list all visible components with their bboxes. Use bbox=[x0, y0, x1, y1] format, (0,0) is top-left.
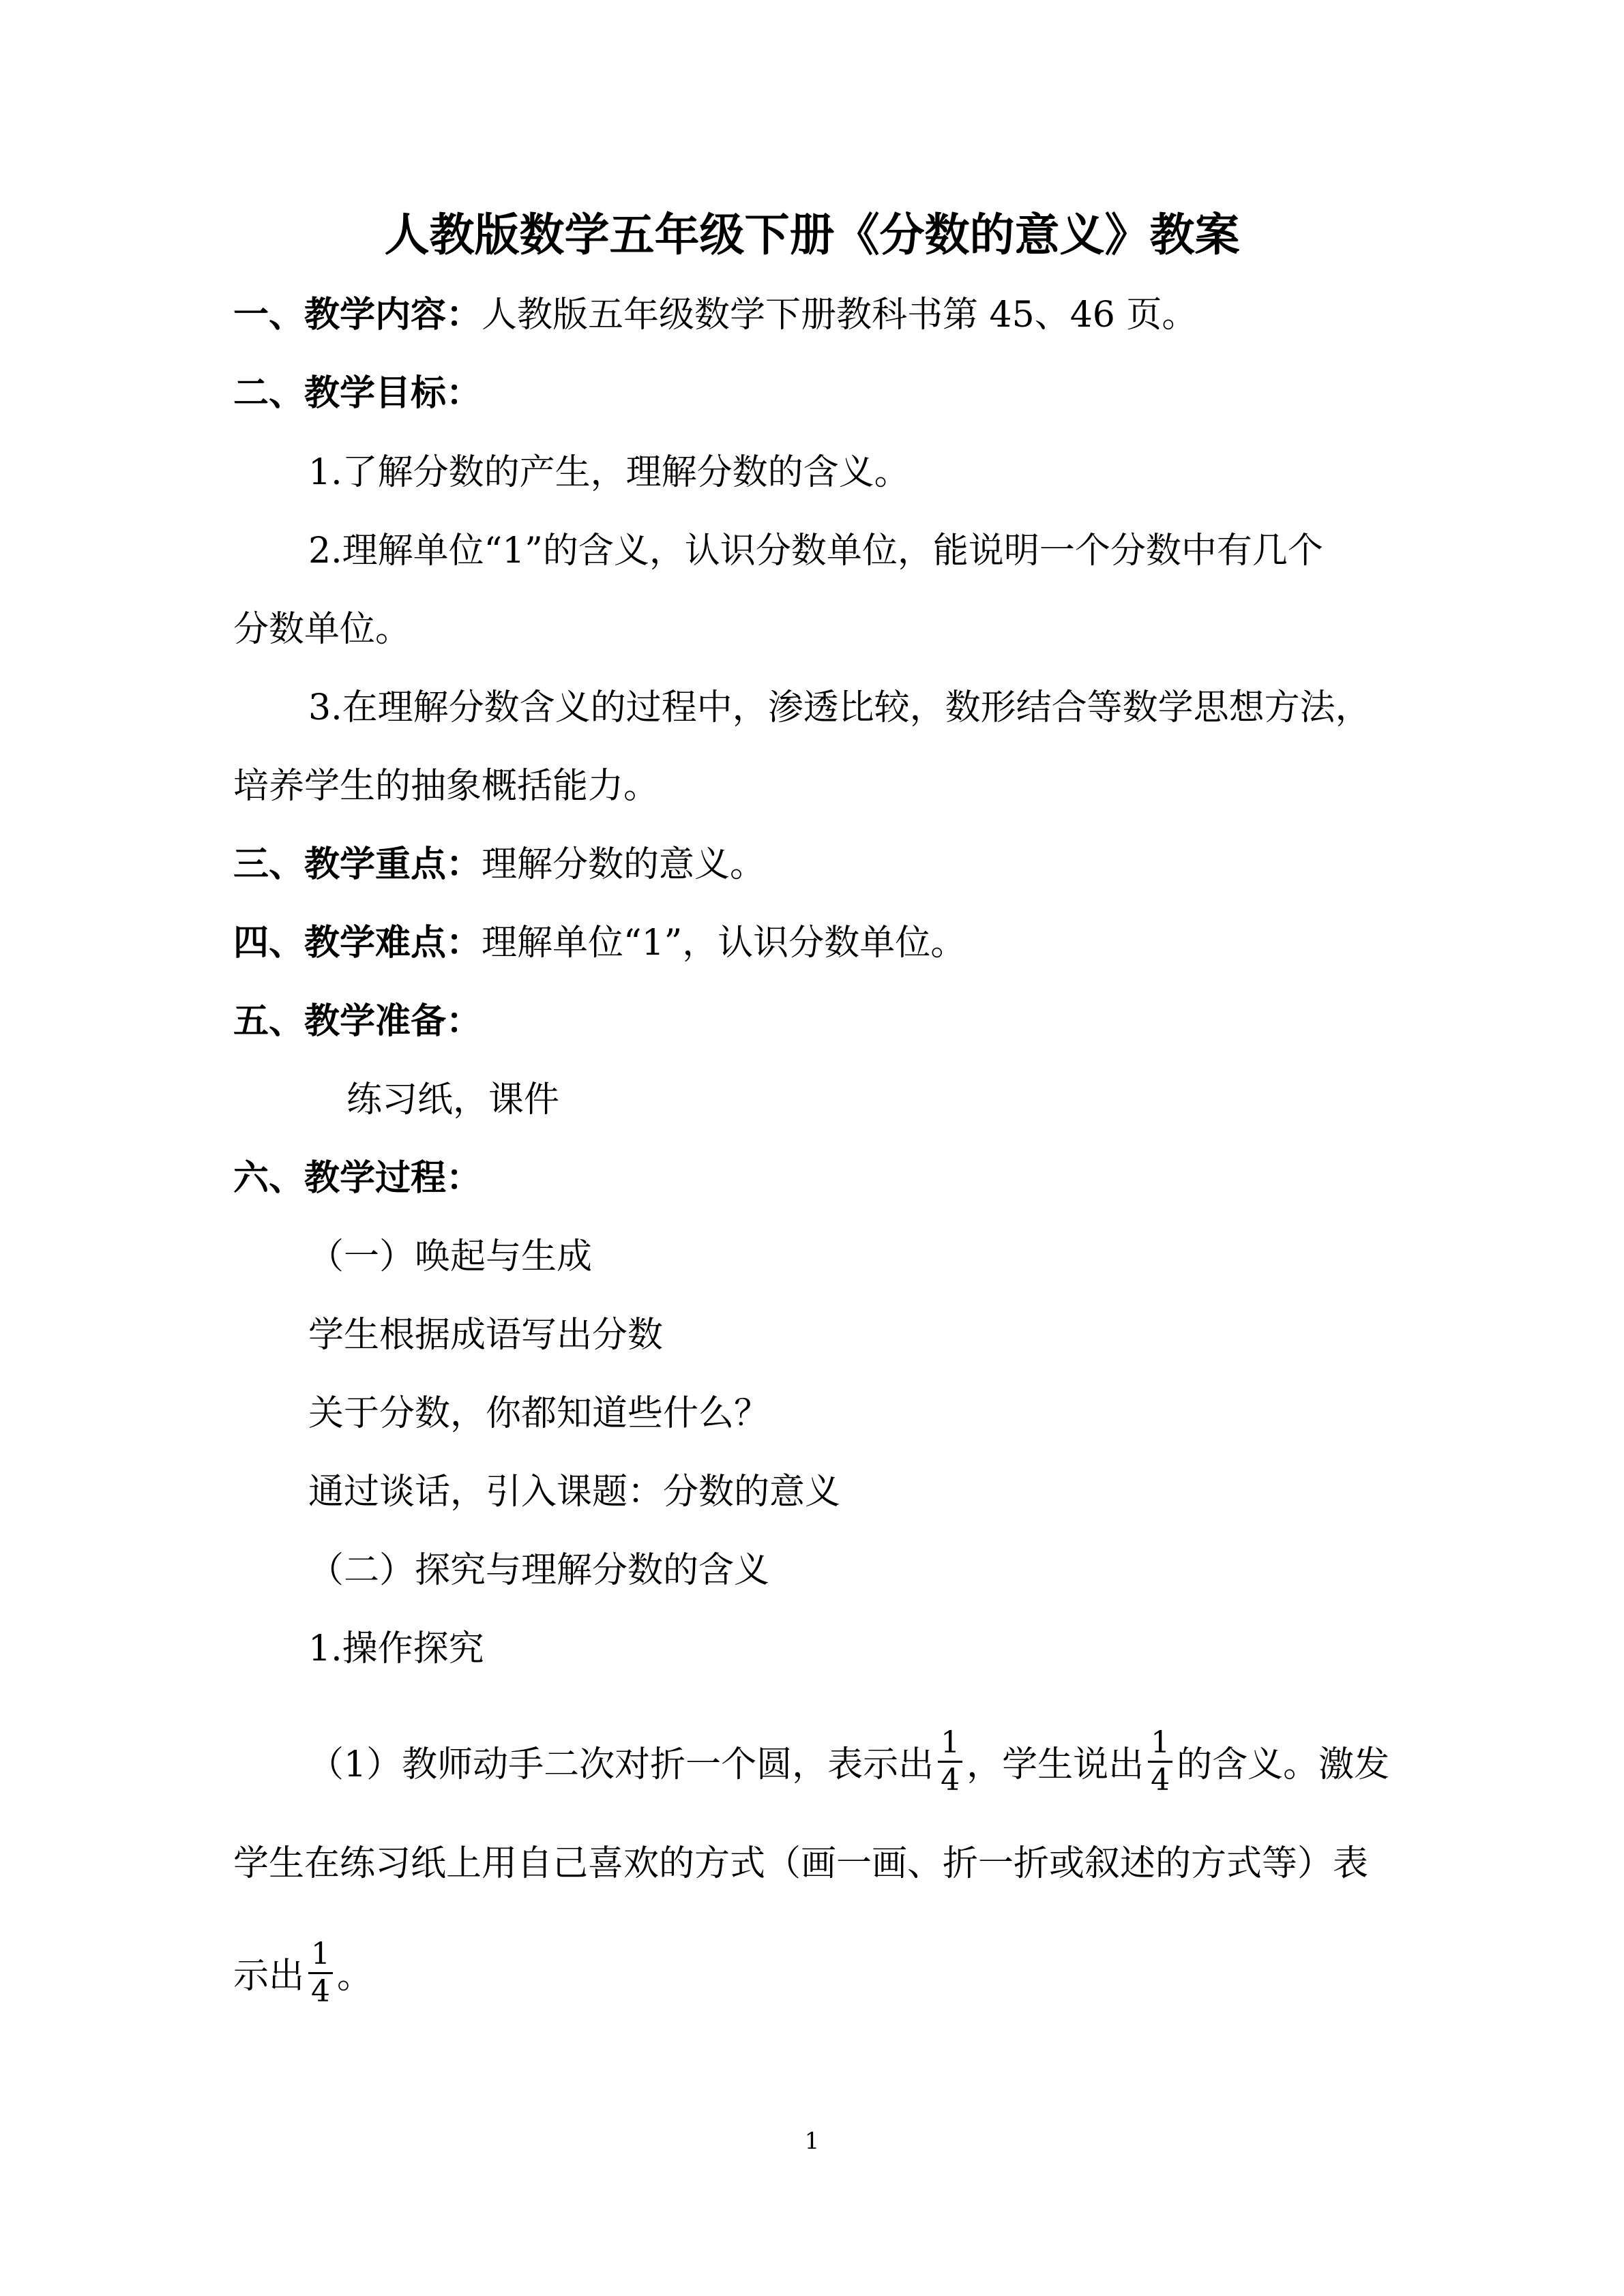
difficulty-line bbox=[233, 916, 966, 970]
step-1-line-3: 示出 $\frac{1}{4}$ 。 bbox=[233, 1937, 373, 2009]
part-1-item-3: 通过谈话，引入课题：分数的意义 bbox=[308, 1472, 841, 1512]
difficulty-text: 理解单位“1”，认识分数单位。 bbox=[482, 923, 966, 964]
fraction-denominator: 4 bbox=[311, 1974, 331, 2009]
goal-1: 1.了解分数的产生，理解分数的含义。 bbox=[308, 452, 910, 493]
preparation-text: 练习纸，课件 bbox=[346, 1079, 560, 1120]
difficulty-heading: 四、教学难点： bbox=[233, 923, 482, 964]
fraction-numerator: 1 bbox=[941, 1725, 960, 1760]
part-1-title: （一）唤起与生成 bbox=[308, 1236, 593, 1277]
step-1-line-1: （1）教师动手二次对折一个圆，表示出 $\frac{1}{4}$ ，学生说出 $\frac{1}{4}$ 的含义。激发 bbox=[308, 1725, 1390, 1798]
step-1-title: 1.操作探究 bbox=[308, 1628, 484, 1669]
preparation-heading: 五、教学准备： bbox=[233, 1001, 482, 1042]
content-text: 人教版五年级数学下册教科书第 45、46 页。 bbox=[482, 295, 1198, 336]
fraction-denominator: 4 bbox=[941, 1763, 960, 1798]
document-title: 人教版数学五年级下册《分数的意义》教案 bbox=[384, 209, 1240, 261]
step-1-line-2: 学生在练习纸上用自己喜欢的方式（画一画、折一折或叙述的方式等）表 bbox=[233, 1843, 1369, 1884]
goal-2-line-2: 分数单位。 bbox=[233, 609, 411, 650]
fraction-numerator: 1 bbox=[311, 1937, 331, 1971]
fraction-one-quarter bbox=[938, 1725, 962, 1798]
part-1-item-1: 学生根据成语写出分数 bbox=[308, 1315, 664, 1356]
part-2-title: （二）探究与理解分数的含义 bbox=[308, 1550, 770, 1591]
fraction-numerator: 1 bbox=[1151, 1725, 1170, 1760]
key-point-heading: 三、教学重点： bbox=[233, 844, 482, 885]
process-heading: 六、教学过程： bbox=[233, 1158, 482, 1199]
fraction-one-quarter bbox=[308, 1937, 333, 2010]
fraction-denominator: 4 bbox=[1151, 1763, 1170, 1798]
goal-3-line-2: 培养学生的抽象概括能力。 bbox=[233, 766, 660, 807]
content-line bbox=[233, 288, 1197, 342]
key-point-text: 理解分数的意义。 bbox=[482, 844, 766, 885]
page-number: 1 bbox=[804, 2128, 820, 2155]
goal-2-line-1: 2.理解单位“1”的含义，认识分数单位，能说明一个分数中有几个 bbox=[308, 531, 1323, 571]
goal-3-line-1: 3.在理解分数含义的过程中，渗透比较，数形结合等数学思想方法， bbox=[308, 687, 1371, 728]
content-heading: 一、教学内容： bbox=[233, 295, 482, 336]
fraction-one-quarter bbox=[1148, 1725, 1172, 1798]
part-1-item-2: 关于分数，你都知道些什么？ bbox=[308, 1393, 770, 1434]
goals-heading: 二、教学目标： bbox=[233, 373, 482, 414]
key-point-line bbox=[233, 837, 765, 892]
